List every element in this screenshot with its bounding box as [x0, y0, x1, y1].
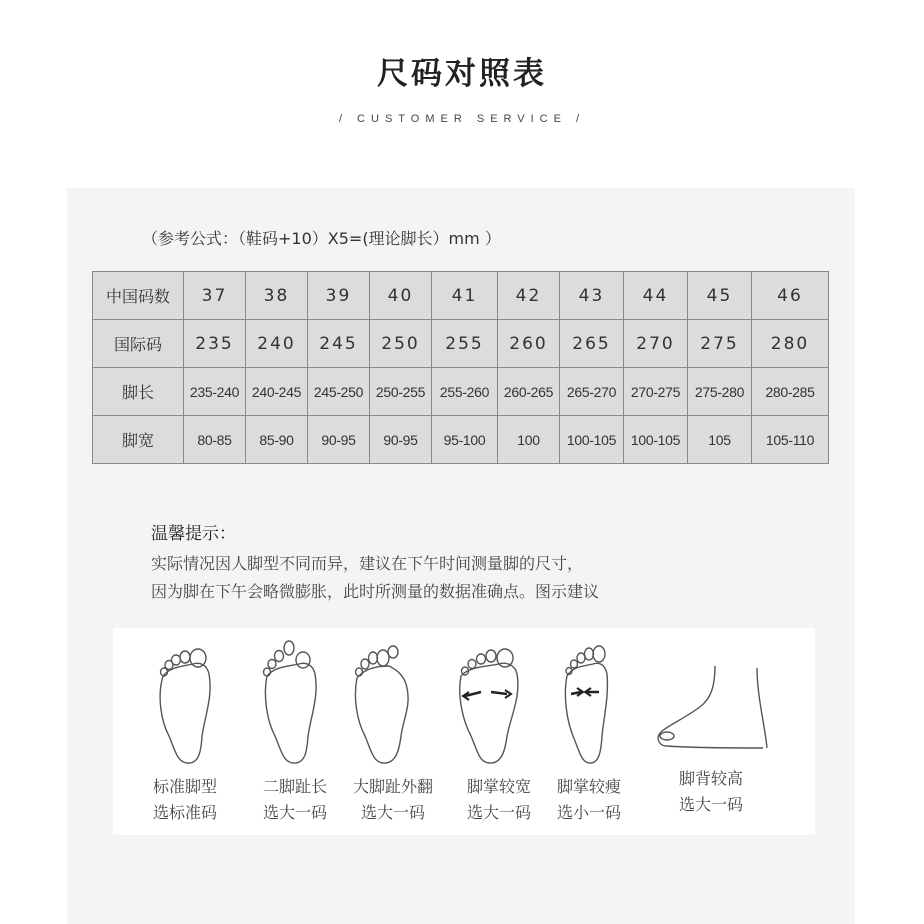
- table-cell: 80-85: [184, 416, 246, 464]
- table-cell: 255: [432, 320, 498, 368]
- bunion-foot-icon: [349, 636, 419, 766]
- foot-caption-line2: 选标准码: [152, 803, 217, 822]
- table-cell: 255-260: [432, 368, 498, 416]
- table-cell: 38: [246, 272, 308, 320]
- foot-caption-line2: 选小一码: [556, 803, 621, 822]
- table-cell: 240: [246, 320, 308, 368]
- table-cell: 39: [308, 272, 370, 320]
- tips-line: 实际情况因人脚型不同而异，建议在下午时间测量脚的尺寸，: [151, 554, 584, 573]
- table-cell: 100-105: [624, 416, 688, 464]
- table-cell: 245-250: [308, 368, 370, 416]
- table-cell: 270: [624, 320, 688, 368]
- table-cell: 85-90: [246, 416, 308, 464]
- table-cell: 40: [370, 272, 432, 320]
- table-row: [93, 416, 829, 464]
- size-chart-table: [92, 271, 829, 464]
- table-cell: 43: [560, 272, 624, 320]
- table-cell: 90-95: [308, 416, 370, 464]
- table-cell: 265-270: [560, 368, 624, 416]
- foot-caption-line2: 选大一码: [678, 795, 743, 814]
- foot-type-guide: [113, 628, 815, 835]
- table-cell: 46: [752, 272, 829, 320]
- table-cell: 235-240: [184, 368, 246, 416]
- table-cell: 105: [688, 416, 752, 464]
- table-cell: 235: [184, 320, 246, 368]
- foot-caption-line1: 脚掌较瘦: [556, 777, 621, 796]
- table-cell: 90-95: [370, 416, 432, 464]
- table-row: [93, 320, 829, 368]
- table-cell: 100-105: [560, 416, 624, 464]
- foot-caption-line2: 选大一码: [360, 803, 425, 822]
- foot-caption-line2: 选大一码: [262, 803, 327, 822]
- table-cell: 270-275: [624, 368, 688, 416]
- table-row: [93, 368, 829, 416]
- table-cell: 275-280: [688, 368, 752, 416]
- row-label: 脚宽: [93, 416, 184, 464]
- foot-caption-line2: 选大一码: [466, 803, 531, 822]
- table-row: [93, 272, 829, 320]
- table-cell: 260: [498, 320, 560, 368]
- tips-section: [151, 520, 599, 606]
- table-cell: 280-285: [752, 368, 829, 416]
- page-subtitle: / CUSTOMER SERVICE /: [338, 113, 586, 125]
- table-cell: 265: [560, 320, 624, 368]
- foot-caption-line1: 脚掌较宽: [466, 777, 531, 796]
- table-cell: 105-110: [752, 416, 829, 464]
- table-cell: 245: [308, 320, 370, 368]
- table-cell: 37: [184, 272, 246, 320]
- table-cell: 280: [752, 320, 829, 368]
- tips-line: 因为脚在下午会略微膨胀，此时所测量的数据准确点。图示建议: [151, 582, 600, 601]
- table-cell: 260-265: [498, 368, 560, 416]
- row-label: 国际码: [93, 320, 184, 368]
- row-label: 中国码数: [93, 272, 184, 320]
- size-formula: （参考公式：（鞋码+10）X5=(理论脚长）mm ）: [142, 229, 501, 248]
- table-cell: 44: [624, 272, 688, 320]
- table-cell: 240-245: [246, 368, 308, 416]
- table-cell: 95-100: [432, 416, 498, 464]
- foot-caption-line1: 大脚趾外翻: [352, 777, 433, 796]
- high-instep-foot-icon: [653, 636, 773, 766]
- standard-foot-icon: [149, 636, 219, 766]
- table-cell: 100: [498, 416, 560, 464]
- table-cell: 42: [498, 272, 560, 320]
- table-cell: 41: [432, 272, 498, 320]
- foot-caption-line1: 标准脚型: [152, 777, 217, 796]
- table-cell: 250: [370, 320, 432, 368]
- foot-caption-line1: 脚背较高: [678, 769, 743, 788]
- narrow-foot-icon: [553, 636, 623, 766]
- table-cell: 275: [688, 320, 752, 368]
- page-title: 尺码对照表: [377, 56, 547, 92]
- wide-foot-icon: [455, 636, 525, 766]
- table-cell: 45: [688, 272, 752, 320]
- row-label: 脚长: [93, 368, 184, 416]
- table-cell: 250-255: [370, 368, 432, 416]
- tips-title: 温馨提示：: [151, 524, 236, 544]
- long-second-toe-icon: [259, 636, 329, 766]
- foot-caption-line1: 二脚趾长: [262, 777, 327, 796]
